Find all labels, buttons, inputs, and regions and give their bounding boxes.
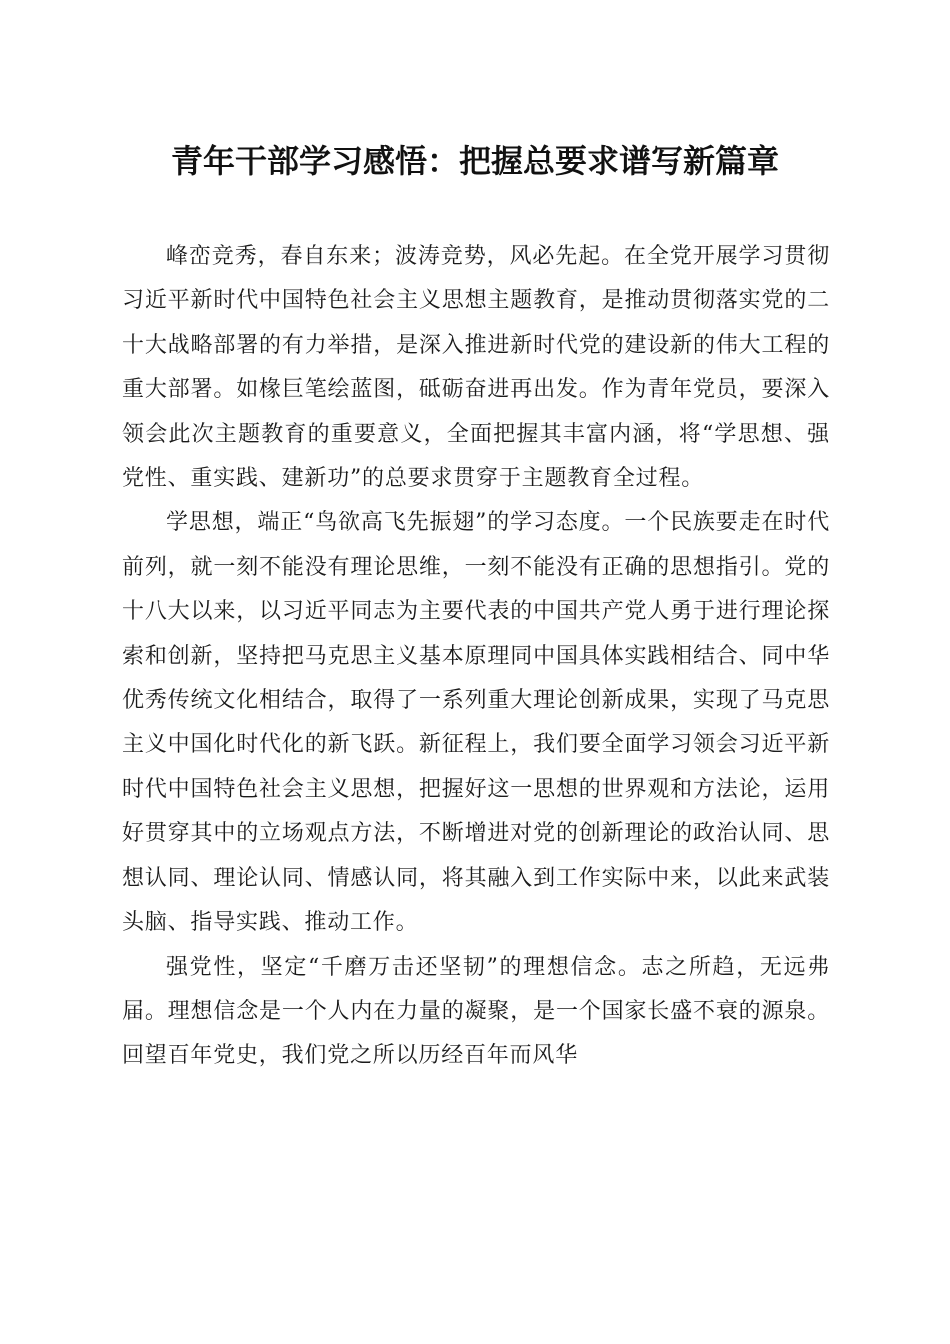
document-body (122, 235, 830, 1079)
document-title: 青年干部学习感悟：把握总要求谱写新篇章 (170, 142, 779, 180)
paragraph-study-thought: 学思想，端正“鸟欲高飞先振翅”的学习态度。一个民族要走在时代前列，就一刻不能没有理论思维，一刻不能没有正确的思想指引。党的十八大以来，以习近平同志为主要代表的中国共产党人勇于进行理论探索和创新，坚持把马克思主义基本原理同中国具体实践相结合、同中华优秀传统文化相结合，取得了一系列重大理论创新成果，实现了马克思主义中国化时代化的新飞跃。新征程上，我们要全面学习领会习近平新时代中国特色社会主义思想，把握好这一思想的世界观和方法论，运用好贯穿其中的立场观点方法，不断增进对党的创新理论的政治认同、思想认同、理论认同、情感认同，将其融入到工作实际中来，以此来武装头脑、指导实践、推动工作。 (122, 510, 830, 936)
paragraph-strengthen-party-spirit: 强党性，坚定“千磨万击还坚韧”的理想信念。志之所趋，无远弗届。理想信念是一个人内在力量的凝聚，是一个国家长盛不衰的源泉。回望百年党史，我们党之所以历经百年而风华 (122, 954, 830, 1069)
paragraph-intro: 峰峦竞秀，春自东来；波涛竞势，风必先起。在全党开展学习贯彻习近平新时代中国特色社会主义思想主题教育，是推动贯彻落实党的二十大战略部署的有力举措，是深入推进新时代党的建设新的伟大工程的重大部署。如椽巨笔绘蓝图，砥砺奋进再出发。作为青年党员，要深入领会此次主题教育的重要意义，全面把握其丰富内涵，将“学思想、强党性、重实践、建新功”的总要求贯穿于主题教育全过程。 (122, 244, 830, 492)
